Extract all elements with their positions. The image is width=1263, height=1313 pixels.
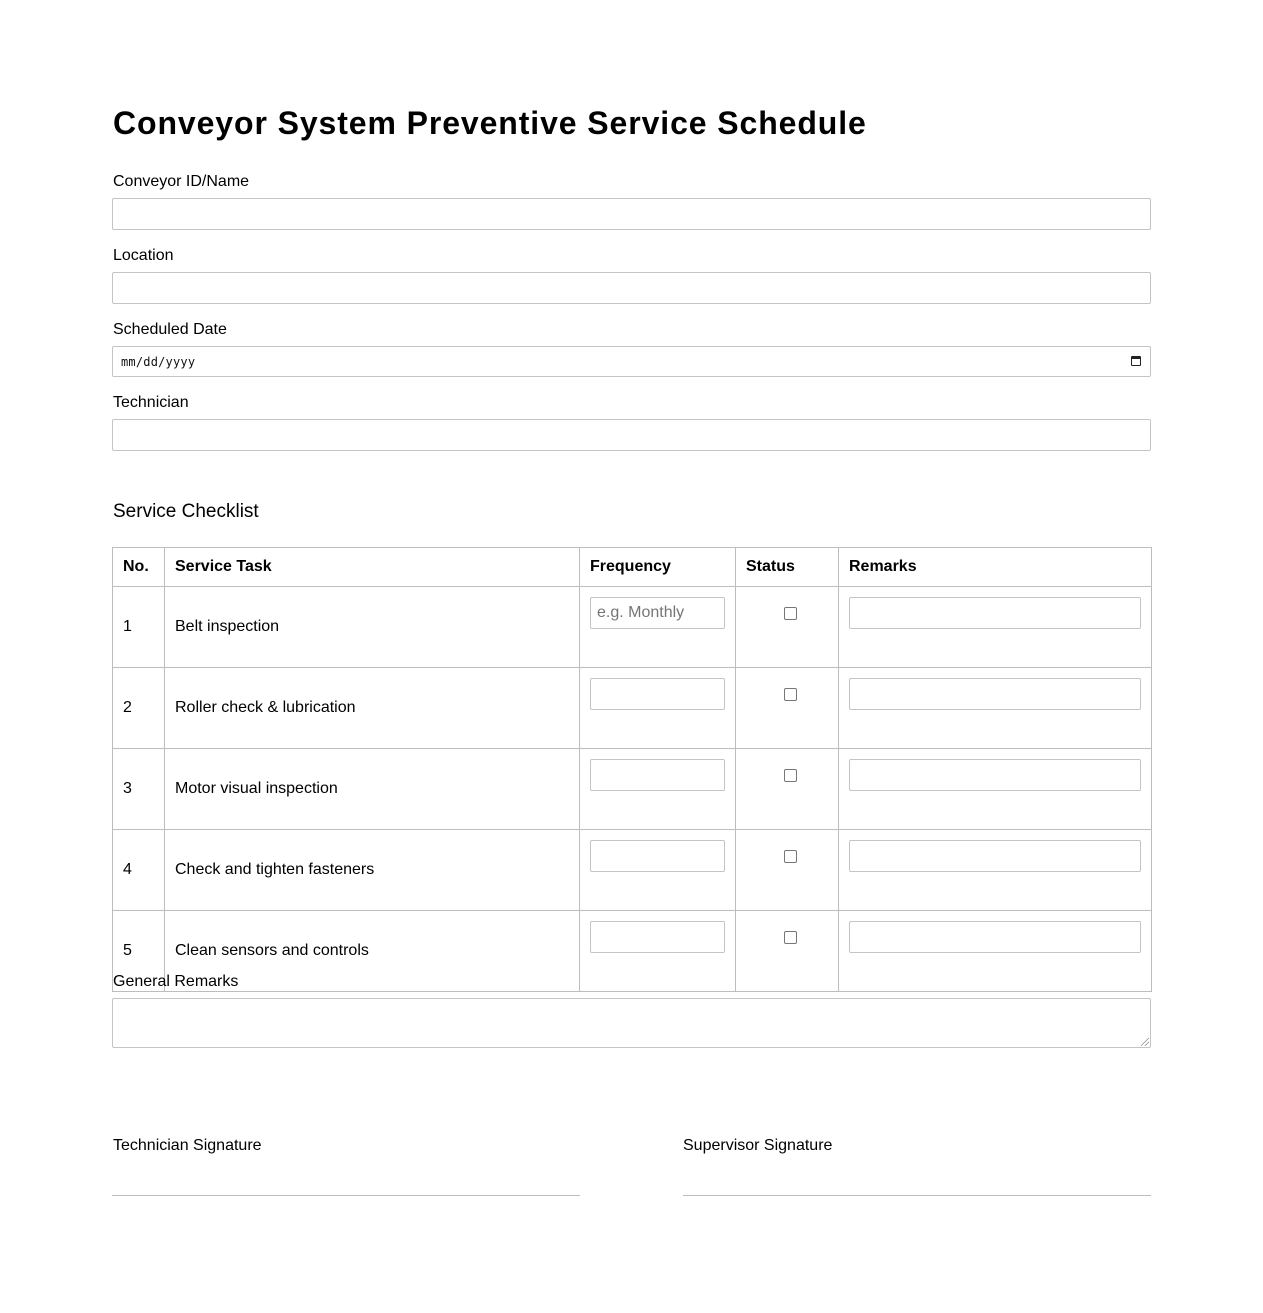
row-number: 5 <box>113 911 165 992</box>
frequency-input[interactable]: e.g. Monthly <box>590 597 725 629</box>
technician-input[interactable] <box>112 419 1151 451</box>
scheduled-date-input[interactable] <box>112 346 1151 377</box>
technician-signature-block <box>113 1136 581 1156</box>
service-task: Roller check & lubrication <box>165 668 580 749</box>
service-task: Clean sensors and controls <box>165 911 580 992</box>
calendar-icon[interactable] <box>1131 356 1141 366</box>
status-checkbox[interactable] <box>784 931 797 944</box>
page-title: Conveyor System Preventive Service Schedule <box>113 105 867 141</box>
location-label: Location <box>113 247 174 264</box>
general-remarks-textarea[interactable] <box>112 998 1151 1048</box>
column-header-status: Status <box>736 548 839 587</box>
status-checkbox[interactable] <box>784 769 797 782</box>
row-number: 1 <box>113 587 165 668</box>
scheduled-date-label: Scheduled Date <box>113 321 227 338</box>
row-number: 2 <box>113 668 165 749</box>
table-row <box>113 749 1152 830</box>
frequency-input[interactable] <box>590 840 725 872</box>
service-task: Motor visual inspection <box>165 749 580 830</box>
frequency-input[interactable] <box>590 759 725 791</box>
column-header-service-task: Service Task <box>165 548 580 587</box>
service-checklist-table <box>112 547 1152 992</box>
status-checkbox[interactable] <box>784 688 797 701</box>
service-checklist-title: Service Checklist <box>113 501 259 522</box>
technician-signature-label: Technician Signature <box>113 1137 262 1154</box>
frequency-input[interactable] <box>590 678 725 710</box>
column-header-no: No. <box>113 548 165 587</box>
table-row <box>113 668 1152 749</box>
service-task: Belt inspection <box>165 587 580 668</box>
supervisor-signature-label: Supervisor Signature <box>683 1137 833 1154</box>
general-remarks-label: General Remarks <box>113 973 239 990</box>
table-row <box>113 830 1152 911</box>
remarks-input[interactable] <box>849 759 1141 791</box>
remarks-input[interactable] <box>849 597 1141 629</box>
table-header-row <box>113 548 1152 587</box>
table-row <box>113 911 1152 992</box>
row-number: 3 <box>113 749 165 830</box>
location-input[interactable] <box>112 272 1151 304</box>
supervisor-signature-line <box>683 1195 1151 1196</box>
technician-label: Technician <box>113 394 189 411</box>
conveyor-id-input[interactable] <box>112 198 1151 230</box>
technician-signature-line <box>112 1195 580 1196</box>
column-header-remarks: Remarks <box>839 548 1152 587</box>
resize-grip-icon[interactable] <box>1141 1038 1149 1046</box>
frequency-input[interactable] <box>590 921 725 953</box>
status-checkbox[interactable] <box>784 607 797 620</box>
status-checkbox[interactable] <box>784 850 797 863</box>
table-row <box>113 587 1152 668</box>
remarks-input[interactable] <box>849 840 1141 872</box>
supervisor-signature-block <box>683 1136 1151 1156</box>
date-placeholder: mm/dd/yyyy <box>121 355 196 369</box>
conveyor-id-label: Conveyor ID/Name <box>113 173 250 190</box>
service-task: Check and tighten fasteners <box>165 830 580 911</box>
row-number: 4 <box>113 830 165 911</box>
column-header-frequency: Frequency <box>580 548 736 587</box>
remarks-input[interactable] <box>849 921 1141 953</box>
remarks-input[interactable] <box>849 678 1141 710</box>
